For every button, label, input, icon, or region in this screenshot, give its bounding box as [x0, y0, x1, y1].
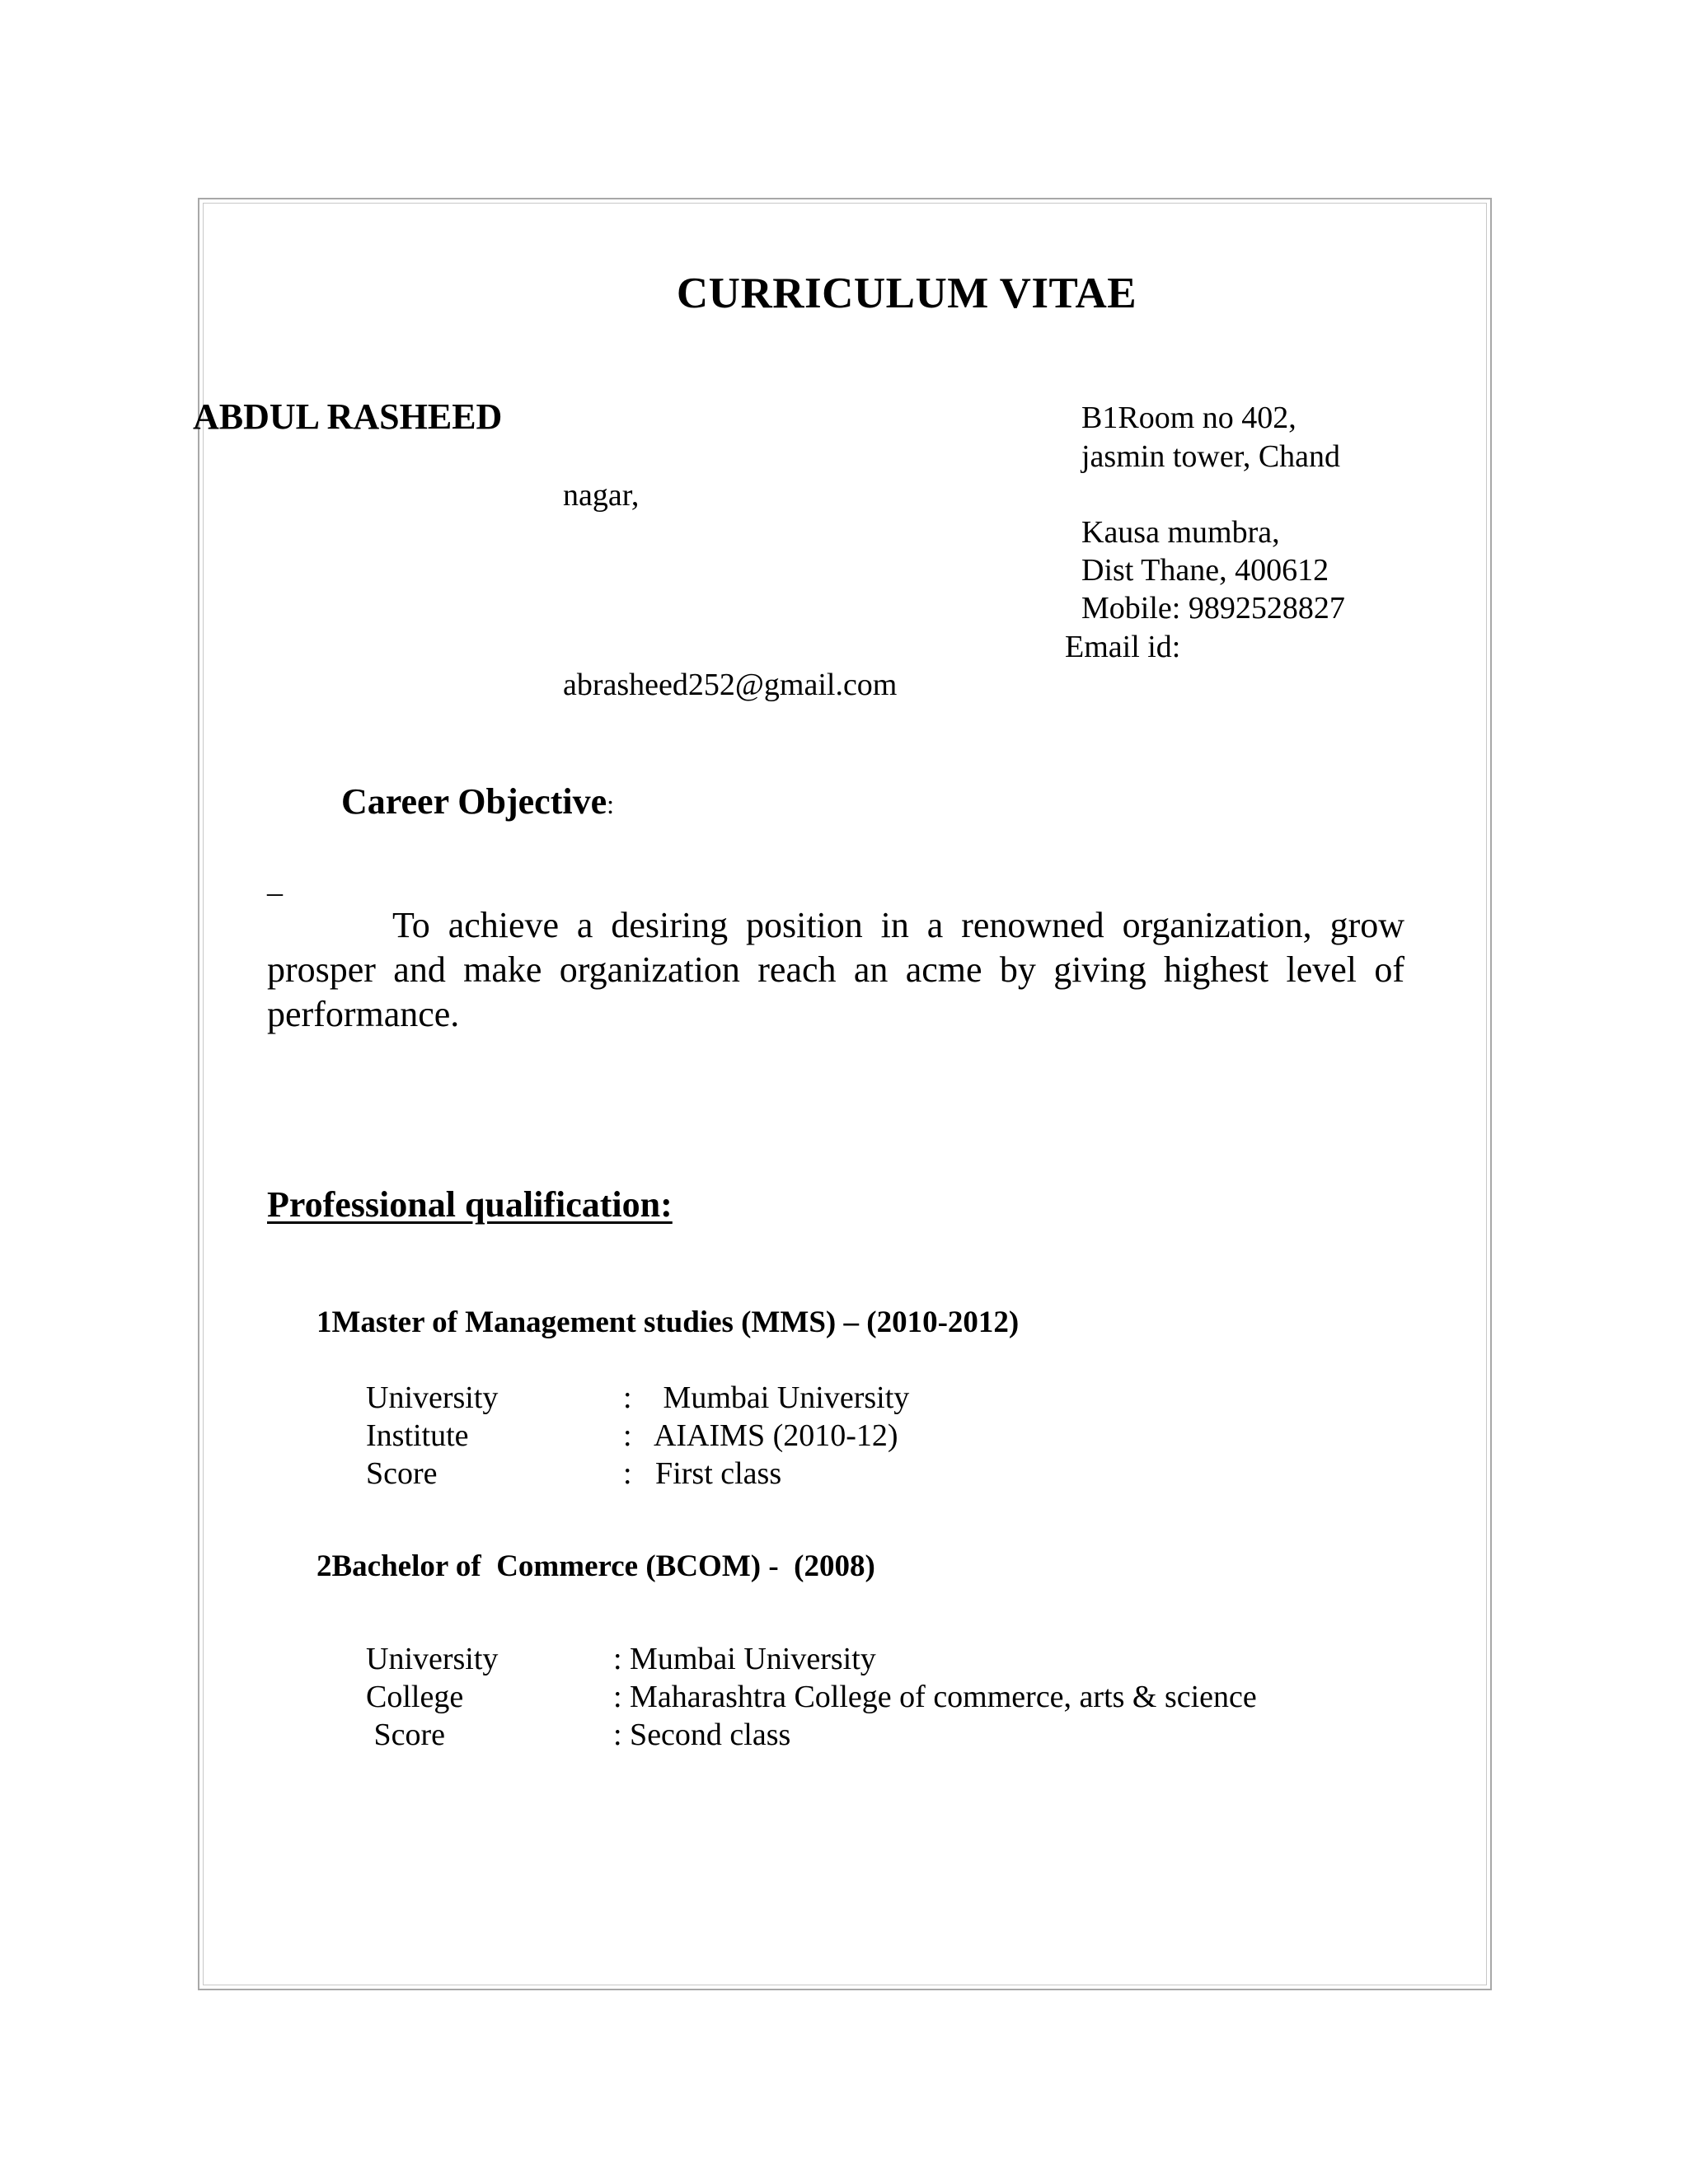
- degree-2-title: 2Bachelor of Commerce (BCOM) - (2008): [316, 1549, 875, 1583]
- degree-2-row-2-label: College: [366, 1680, 464, 1714]
- career-objective-heading-text: Career Objective: [341, 781, 607, 822]
- email-value: abrasheed252@gmail.com: [563, 668, 898, 702]
- address-line-4: Dist Thane, 400612: [1081, 553, 1329, 588]
- degree-1-row-3-value: : First class: [623, 1456, 782, 1491]
- objective-dash: –: [267, 875, 283, 910]
- address-line-2: jasmin tower, Chand: [1081, 439, 1341, 474]
- degree-1-row-1-value: : Mumbai University: [623, 1380, 910, 1415]
- address-line-3: Kausa mumbra,: [1081, 515, 1280, 550]
- degree-1-row-1-label: University: [366, 1380, 499, 1415]
- career-objective-heading: [341, 781, 615, 822]
- candidate-name: ABDUL RASHEED: [193, 396, 503, 437]
- email-label: Email id:: [1065, 630, 1181, 664]
- career-objective-heading-colon: :: [607, 790, 615, 819]
- professional-qualification-heading: Professional qualification:: [267, 1184, 673, 1225]
- address-line-1: B1Room no 402,: [1081, 401, 1296, 435]
- degree-1-row-2-value: : AIAIMS (2010-12): [623, 1418, 898, 1453]
- degree-1-title: 1Master of Management studies (MMS) – (2010-2012): [316, 1305, 1020, 1339]
- mobile-number: Mobile: 9892528827: [1081, 591, 1345, 626]
- degree-2-row-2-value: : Maharashtra College of commerce, arts & science: [613, 1680, 1257, 1714]
- degree-2-row-1-value: : Mumbai University: [613, 1642, 876, 1676]
- degree-2-row-1-label: University: [366, 1642, 499, 1676]
- degree-2-row-3-label: Score: [366, 1718, 446, 1752]
- degree-2-row-3-value: : Second class: [613, 1718, 791, 1752]
- degree-1-row-2-label: Institute: [366, 1418, 469, 1453]
- degree-1-row-3-label: Score: [366, 1456, 438, 1491]
- document-title: CURRICULUM VITAE: [676, 269, 1137, 317]
- address-line-2-wrap: nagar,: [563, 478, 640, 513]
- career-objective-text: To achieve a desiring position in a renowned organization, grow prosper and make organization reach an acme by giving highest level of performance.: [267, 905, 1404, 1034]
